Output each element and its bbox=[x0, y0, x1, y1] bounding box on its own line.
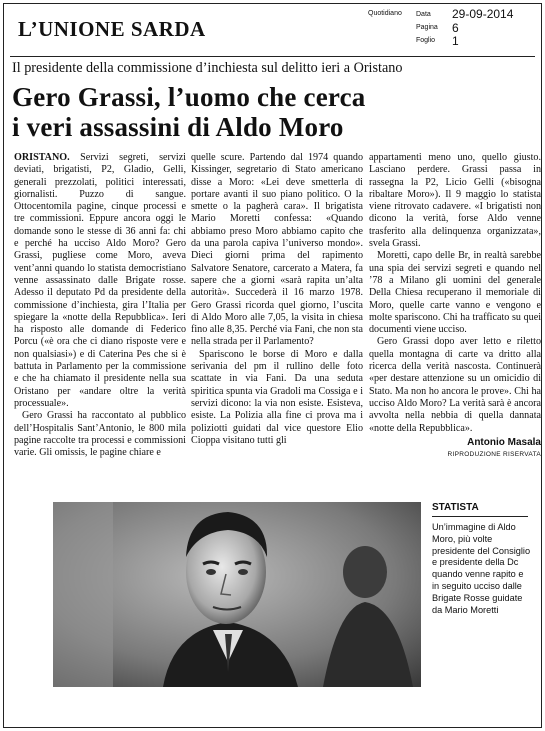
article-headline bbox=[12, 82, 365, 142]
dateline: ORISTANO. bbox=[14, 152, 70, 163]
article-column-2 bbox=[191, 152, 363, 447]
byline: Antonio Masala bbox=[467, 436, 541, 448]
caption-rule bbox=[432, 516, 528, 517]
masthead bbox=[10, 7, 540, 50]
headline-line-1: Gero Grassi, l’uomo che cerca bbox=[12, 82, 366, 112]
source-label: Quotidiano bbox=[368, 10, 402, 17]
paragraph: Spariscono le borse di Moro e dalla serivania del pm il rullino delle foto scattate in via Fani. Da una seduta spiritica spunta via Gradoli ma Cossiga e i servizi dicono: la via non esiste. Esisteva, esiste. La Polizia alla fine ci prova ma i poliziotti guidati dal vice questore Elio Cioppa visitano tutti gli bbox=[191, 348, 363, 446]
masthead-rule bbox=[10, 56, 535, 57]
page-label: Pagina bbox=[416, 24, 438, 31]
newspaper-logo: L’UNIONE SARDA bbox=[18, 17, 206, 41]
paragraph: ORISTANO. Servizi segreti, servizi deviati, brigatisti, P2, Gladio, Gelli, generali prezzolati, politici interessati, giornalisti. Puzzo di sangue. Ottocentomila pagine, cinque processi e tre commissioni. Eppure ancora oggi le domande sono le stesse di 36 anni fa: chi e perché ha ucciso Aldo Moro? Gero Grassi, pugliese come Moro, aveva vent’anni quando lo statista democristiano venne assassinato dalle Brigate rosse. Adesso il deputato Pd da presidente della commissione d’inchiesta, gira l’Italia per spiegare la «notte della Repubblica». Ieri ha risposto alle domande di Federico Porcu («è ora che ci diano risposte vere e non qualsiasi») e di Caterina Pes che si è battuta in Parlamento per la commissione e che ha chiamato il presidente nella sua Oristano per «andare oltre la verità processuale». bbox=[14, 152, 186, 409]
article-column-3 bbox=[369, 152, 541, 461]
article-column-1 bbox=[14, 152, 186, 459]
date-label: Data bbox=[416, 11, 431, 18]
aldo-moro-photo bbox=[53, 502, 421, 687]
headline-line-2: i veri assassini di Aldo Moro bbox=[12, 112, 344, 142]
rights-notice: RIPRODUZIONE RISERVATA bbox=[447, 451, 541, 459]
date-value: 29-09-2014 bbox=[452, 7, 514, 21]
article-kicker: Il presidente della commissione d’inchiesta sul delitto ieri a Oristano bbox=[12, 60, 403, 76]
photo-caption: Un’immagine di Aldo Moro, più volte presidente del Consiglio e presidente della Dc quando venne rapito e in seguito ucciso dalle Brigate Rosse guidate da Mario Moretti bbox=[432, 522, 531, 615]
paragraph: appartamenti meno uno, quello giusto. Lasciano perdere. Grassi passa in rassegna la P2, Licio Gelli («bisogna ribaltare Moro»). Il 9 maggio lo statista viene ritrovato cadavere. «I brigatisti non dicono la verità, forse Aldo venne trasferito alla delinquenza organizzata», svela Grassi. bbox=[369, 152, 541, 250]
sheet-label: Foglio bbox=[416, 37, 436, 44]
paragraph: Gero Grassi ha raccontato al pubblico dell’Hospitalis Sant’Antonio, le 800 mila pagine raccolte tra processi e commissioni varie. Gli omissis, le pagine chiare e bbox=[14, 410, 186, 459]
sheet-value: 1 bbox=[452, 34, 459, 48]
paragraph: Gero Grassi dopo aver letto e riletto quella montagna di carte va dritto alla ricerca della verità nascosta. Continuerà «per destare attenzione su un omicidio di Stato. Ma non ho ancora le prove». Chi ha ucciso Aldo Moro? La verità sarà è ancora avvolta nella nebbia di quella dannata «notte della Repubblica». bbox=[369, 336, 541, 434]
paragraph: quelle scure. Partendo dal 1974 quando Kissinger, segretario di Stato americano disse a Moro: «Lei deve smetterla di portare avanti il suo piano politico. O la smette o la pagherà cara». Il brigatista Mario Moretti confessa: «Quando abbiamo preso Moro abbiamo capito che da una parola capiva l’universo mondo». Dieci giorni prima del rapimento Salvatore Senatore, carcerato a Matera, fa sapere che a giorni «sarà rapita un’alta autorità». Succederà il 16 marzo 1978. Gero Grassi ricorda quel giorno, l’uscita di Aldo Moro alle 7,05, la visita in chiesa fino alle 8,35. Perché via Fani, che non sta nella strada per il Parlamento? bbox=[191, 152, 363, 348]
paragraph: Moretti, capo delle Br, in realtà sarebbe una spia dei servizi segreti e quando nel ’78 a Milano gli uomini del generale Della Chiesa recuperano il memoriale di Moro, quelle carte vanno e vengono e molte spariscono. Chi ha trafficato su quei documenti viene ucciso. bbox=[369, 250, 541, 336]
caption-title: STATISTA bbox=[432, 502, 479, 513]
page-value: 6 bbox=[452, 21, 459, 35]
